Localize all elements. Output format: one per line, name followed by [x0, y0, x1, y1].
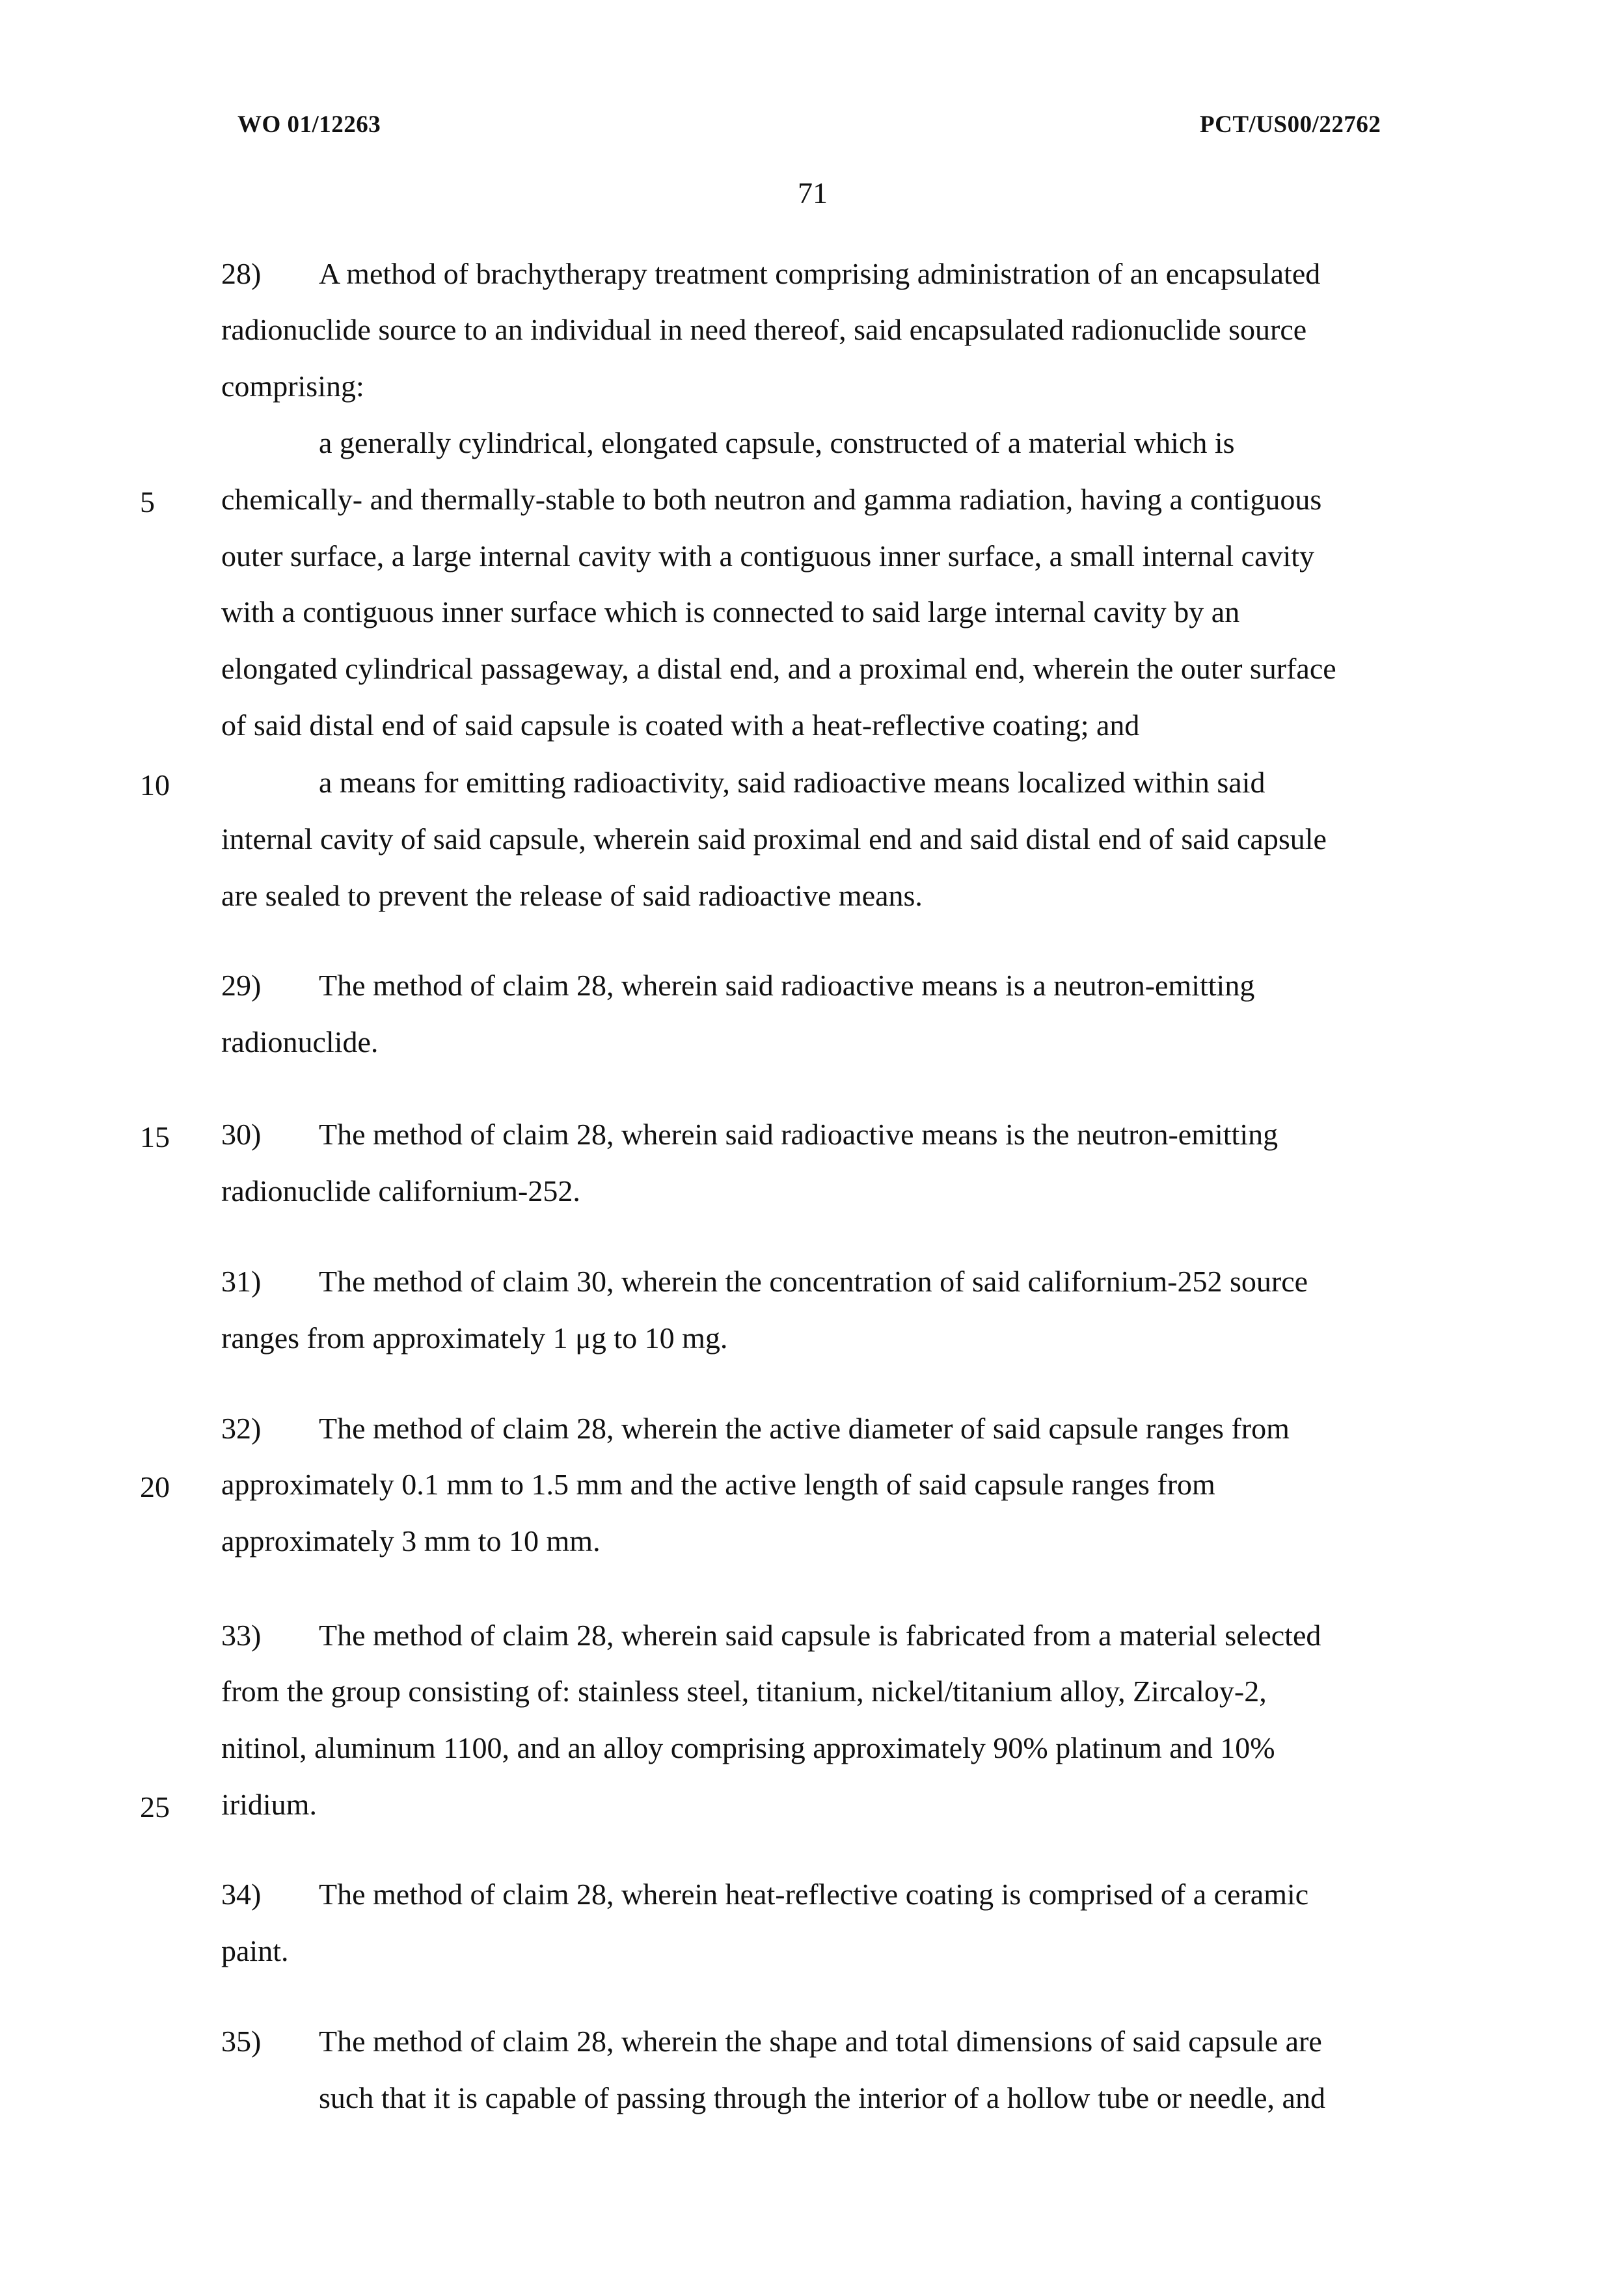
line-number-20: 20: [140, 1470, 170, 1504]
claim-number: 35): [221, 2025, 262, 2058]
claim-text-line: of said distal end of said capsule is coated with a heat-reflective coating; and: [221, 708, 1140, 742]
line-number-10: 10: [140, 768, 170, 802]
claim-text-line: approximately 0.1 mm to 1.5 mm and the active length of said capsule ranges from: [221, 1468, 1215, 1501]
claim-text-line: radionuclide.: [221, 1025, 379, 1059]
page-number: 71: [798, 176, 828, 209]
claim-text-line: ranges from approximately 1 μg to 10 mg.: [221, 1321, 728, 1355]
claim-number: 30): [221, 1118, 262, 1151]
line-number-25: 25: [140, 1790, 170, 1824]
claim-text-line: elongated cylindrical passageway, a distal end, and a proximal end, wherein the outer surface: [221, 652, 1336, 685]
claim-text-line: such that it is capable of passing through the interior of a hollow tube or needle, and: [319, 2081, 1325, 2114]
claim-number: 29): [221, 969, 262, 1002]
claim-text-line: radionuclide source to an individual in need thereof, said encapsulated radionuclide source: [221, 313, 1307, 346]
line-number-5: 5: [140, 485, 155, 519]
claim-text-line: internal cavity of said capsule, wherein said proximal end and said distal end of said capsule: [221, 822, 1327, 856]
claim-text-line: a means for emitting radioactivity, said radioactive means localized within said: [319, 766, 1265, 799]
claim-text-line: The method of claim 28, wherein heat-reflective coating is comprised of a ceramic: [319, 1878, 1309, 1911]
claim-text-line: paint.: [221, 1934, 289, 1967]
claim-number: 28): [221, 257, 262, 290]
claim-text-line: outer surface, a large internal cavity with a contiguous inner surface, a small internal cavity: [221, 539, 1315, 573]
claim-text-line: comprising:: [221, 370, 364, 403]
claim-text-line: chemically- and thermally-stable to both neutron and gamma radiation, having a contiguous: [221, 483, 1322, 516]
line-number-15: 15: [140, 1120, 170, 1153]
publication-number: WO 01/12263: [237, 111, 381, 138]
claim-text-line: The method of claim 30, wherein the concentration of said californium-252 source: [319, 1265, 1308, 1298]
claim-text-line: approximately 3 mm to 10 mm.: [221, 1524, 601, 1558]
claim-text-line: The method of claim 28, wherein said radioactive means is a neutron-emitting: [319, 969, 1255, 1002]
claim-text-line: The method of claim 28, wherein said capsule is fabricated from a material selected: [319, 1619, 1321, 1652]
claim-text-line: The method of claim 28, wherein said radioactive means is the neutron-emitting: [319, 1118, 1279, 1151]
claim-number: 32): [221, 1412, 262, 1445]
claim-number: 31): [221, 1265, 262, 1298]
claim-text-line: nitinol, aluminum 1100, and an alloy comprising approximately 90% platinum and 10%: [221, 1731, 1275, 1764]
claim-number: 34): [221, 1878, 262, 1911]
claim-text-line: a generally cylindrical, elongated capsule, constructed of a material which is: [319, 426, 1235, 459]
application-number: PCT/US00/22762: [1200, 111, 1381, 138]
claim-text-line: iridium.: [221, 1788, 317, 1821]
claim-text-line: The method of claim 28, wherein the active diameter of said capsule ranges from: [319, 1412, 1290, 1445]
claim-text-line: radionuclide californium-252.: [221, 1174, 580, 1207]
claim-number: 33): [221, 1619, 262, 1652]
claim-text-line: with a contiguous inner surface which is connected to said large internal cavity by an: [221, 595, 1240, 628]
claim-text-line: The method of claim 28, wherein the shape and total dimensions of said capsule are: [319, 2025, 1322, 2058]
claim-text-line: from the group consisting of: stainless steel, titanium, nickel/titanium alloy, Zircaloy-2,: [221, 1675, 1267, 1708]
claim-text-line: are sealed to prevent the release of said radioactive means.: [221, 879, 923, 912]
claim-text-line: A method of brachytherapy treatment comprising administration of an encapsulated: [319, 257, 1321, 290]
